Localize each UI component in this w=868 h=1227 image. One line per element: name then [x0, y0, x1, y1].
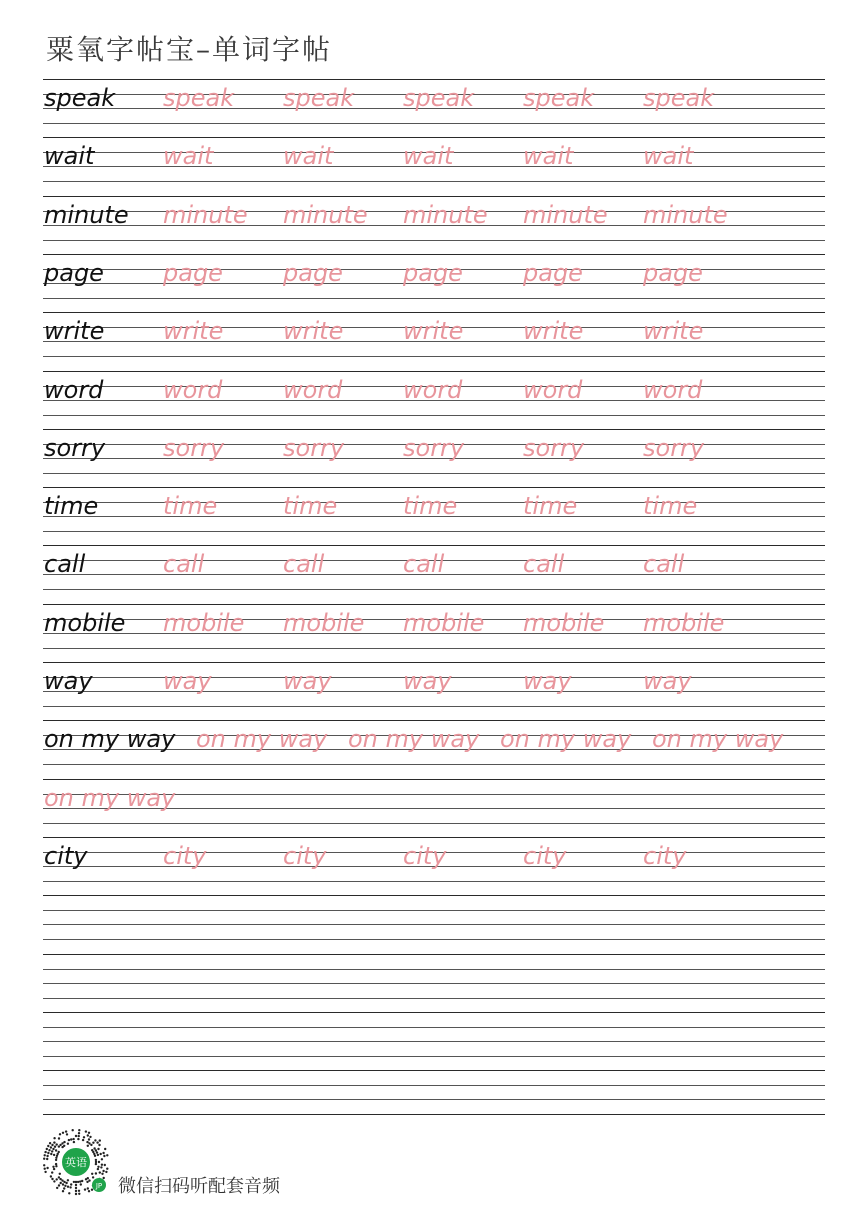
trace-word: page	[523, 259, 583, 287]
trace-word: write	[283, 317, 344, 345]
trace-word: way	[403, 667, 452, 695]
guide-line	[43, 648, 825, 649]
trace-word: write	[523, 317, 584, 345]
trace-word: time	[643, 492, 698, 520]
trace-word: mobile	[403, 609, 485, 637]
badge-text: 英语	[65, 1156, 87, 1169]
trace-word: call	[643, 550, 685, 578]
trace-word: speak	[403, 84, 475, 112]
trace-word: word	[283, 376, 343, 404]
guide-line	[43, 895, 825, 896]
trace-word: call	[283, 550, 325, 578]
trace-word: on my way	[44, 784, 176, 812]
trace-word: minute	[403, 201, 488, 229]
guide-line	[43, 706, 825, 707]
trace-word: word	[523, 376, 583, 404]
trace-word: on my way	[652, 725, 784, 753]
guide-line	[43, 662, 825, 663]
guide-line	[43, 969, 825, 970]
bottom-rule	[43, 1114, 825, 1115]
guide-line	[43, 181, 825, 182]
guide-line	[43, 910, 825, 911]
guide-line	[43, 720, 825, 721]
trace-word: on my way	[196, 725, 328, 753]
trace-word: way	[643, 667, 692, 695]
guide-line	[43, 837, 825, 838]
model-word: way	[44, 667, 93, 695]
trace-word: call	[403, 550, 445, 578]
guide-line	[43, 604, 825, 605]
footer-caption: 微信扫码听配套音频	[118, 1176, 280, 1197]
model-word: call	[44, 550, 86, 578]
trace-word: wait	[283, 142, 334, 170]
guide-line	[43, 196, 825, 197]
trace-word: sorry	[403, 434, 465, 462]
trace-word: minute	[283, 201, 368, 229]
guide-line	[43, 371, 825, 372]
trace-word: way	[523, 667, 572, 695]
trace-word: time	[283, 492, 338, 520]
trace-word: city	[163, 842, 207, 870]
guide-line	[43, 254, 825, 255]
guide-line	[43, 473, 825, 474]
model-word: write	[44, 317, 105, 345]
model-word: minute	[44, 201, 129, 229]
guide-line	[43, 545, 825, 546]
guide-line	[43, 312, 825, 313]
trace-word: sorry	[163, 434, 225, 462]
footer	[40, 1126, 440, 1198]
trace-word: write	[643, 317, 704, 345]
guide-line	[43, 764, 825, 765]
model-word: mobile	[44, 609, 126, 637]
trace-word: speak	[523, 84, 595, 112]
guide-line	[43, 1085, 825, 1086]
guide-line	[43, 589, 825, 590]
trace-word: page	[403, 259, 463, 287]
model-word: speak	[44, 84, 116, 112]
trace-word: word	[163, 376, 223, 404]
trace-word: minute	[163, 201, 248, 229]
trace-word: speak	[643, 84, 715, 112]
model-word: city	[44, 842, 88, 870]
trace-word: page	[643, 259, 703, 287]
trace-word: word	[403, 376, 463, 404]
trace-word: mobile	[163, 609, 245, 637]
trace-word: wait	[163, 142, 214, 170]
guide-line	[43, 429, 825, 430]
trace-word: minute	[643, 201, 728, 229]
trace-word: wait	[523, 142, 574, 170]
trace-word: wait	[403, 142, 454, 170]
trace-word: time	[163, 492, 218, 520]
guide-line	[43, 79, 825, 80]
trace-word: page	[163, 259, 223, 287]
trace-word: sorry	[643, 434, 705, 462]
guide-line	[43, 1041, 825, 1042]
trace-word: on my way	[348, 725, 480, 753]
trace-word: sorry	[283, 434, 345, 462]
trace-word: write	[403, 317, 464, 345]
model-word: sorry	[44, 434, 106, 462]
guide-line	[43, 1012, 825, 1013]
trace-word: city	[403, 842, 447, 870]
trace-word: wait	[643, 142, 694, 170]
guide-line	[43, 356, 825, 357]
trace-word: mobile	[643, 609, 725, 637]
guide-line	[43, 123, 825, 124]
trace-word: time	[403, 492, 458, 520]
trace-word: speak	[163, 84, 235, 112]
guide-line	[43, 487, 825, 488]
trace-word: city	[523, 842, 567, 870]
trace-word: minute	[523, 201, 608, 229]
guide-line	[43, 983, 825, 984]
trace-word: call	[523, 550, 565, 578]
model-word: page	[44, 259, 104, 287]
guide-line	[43, 881, 825, 882]
corner-mark: JP	[95, 1182, 103, 1190]
trace-word: write	[163, 317, 224, 345]
guide-line	[43, 298, 825, 299]
guide-line	[43, 1070, 825, 1071]
trace-word: way	[283, 667, 332, 695]
guide-line	[43, 1056, 825, 1057]
trace-word: city	[283, 842, 327, 870]
guide-line	[43, 924, 825, 925]
guide-line	[43, 240, 825, 241]
trace-word: city	[643, 842, 687, 870]
guide-line	[43, 779, 825, 780]
model-word: wait	[44, 142, 95, 170]
guide-line	[43, 1099, 825, 1100]
model-word: word	[44, 376, 104, 404]
model-word: on my way	[44, 725, 176, 753]
trace-word: speak	[283, 84, 355, 112]
trace-word: time	[523, 492, 578, 520]
trace-word: way	[163, 667, 212, 695]
guide-line	[43, 1027, 825, 1028]
guide-line	[43, 998, 825, 999]
trace-word: page	[283, 259, 343, 287]
guide-line	[43, 823, 825, 824]
trace-word: mobile	[523, 609, 605, 637]
guide-line	[43, 415, 825, 416]
qr-code-icon[interactable]	[40, 1126, 112, 1198]
guide-line	[43, 939, 825, 940]
model-word: time	[44, 492, 99, 520]
guide-line	[43, 954, 825, 955]
trace-word: sorry	[523, 434, 585, 462]
trace-word: word	[643, 376, 703, 404]
trace-word: on my way	[500, 725, 632, 753]
trace-word: call	[163, 550, 205, 578]
trace-word: mobile	[283, 609, 365, 637]
page-title: 粟氧字帖宝–单词字帖	[46, 33, 333, 66]
guide-line	[43, 137, 825, 138]
guide-line	[43, 531, 825, 532]
